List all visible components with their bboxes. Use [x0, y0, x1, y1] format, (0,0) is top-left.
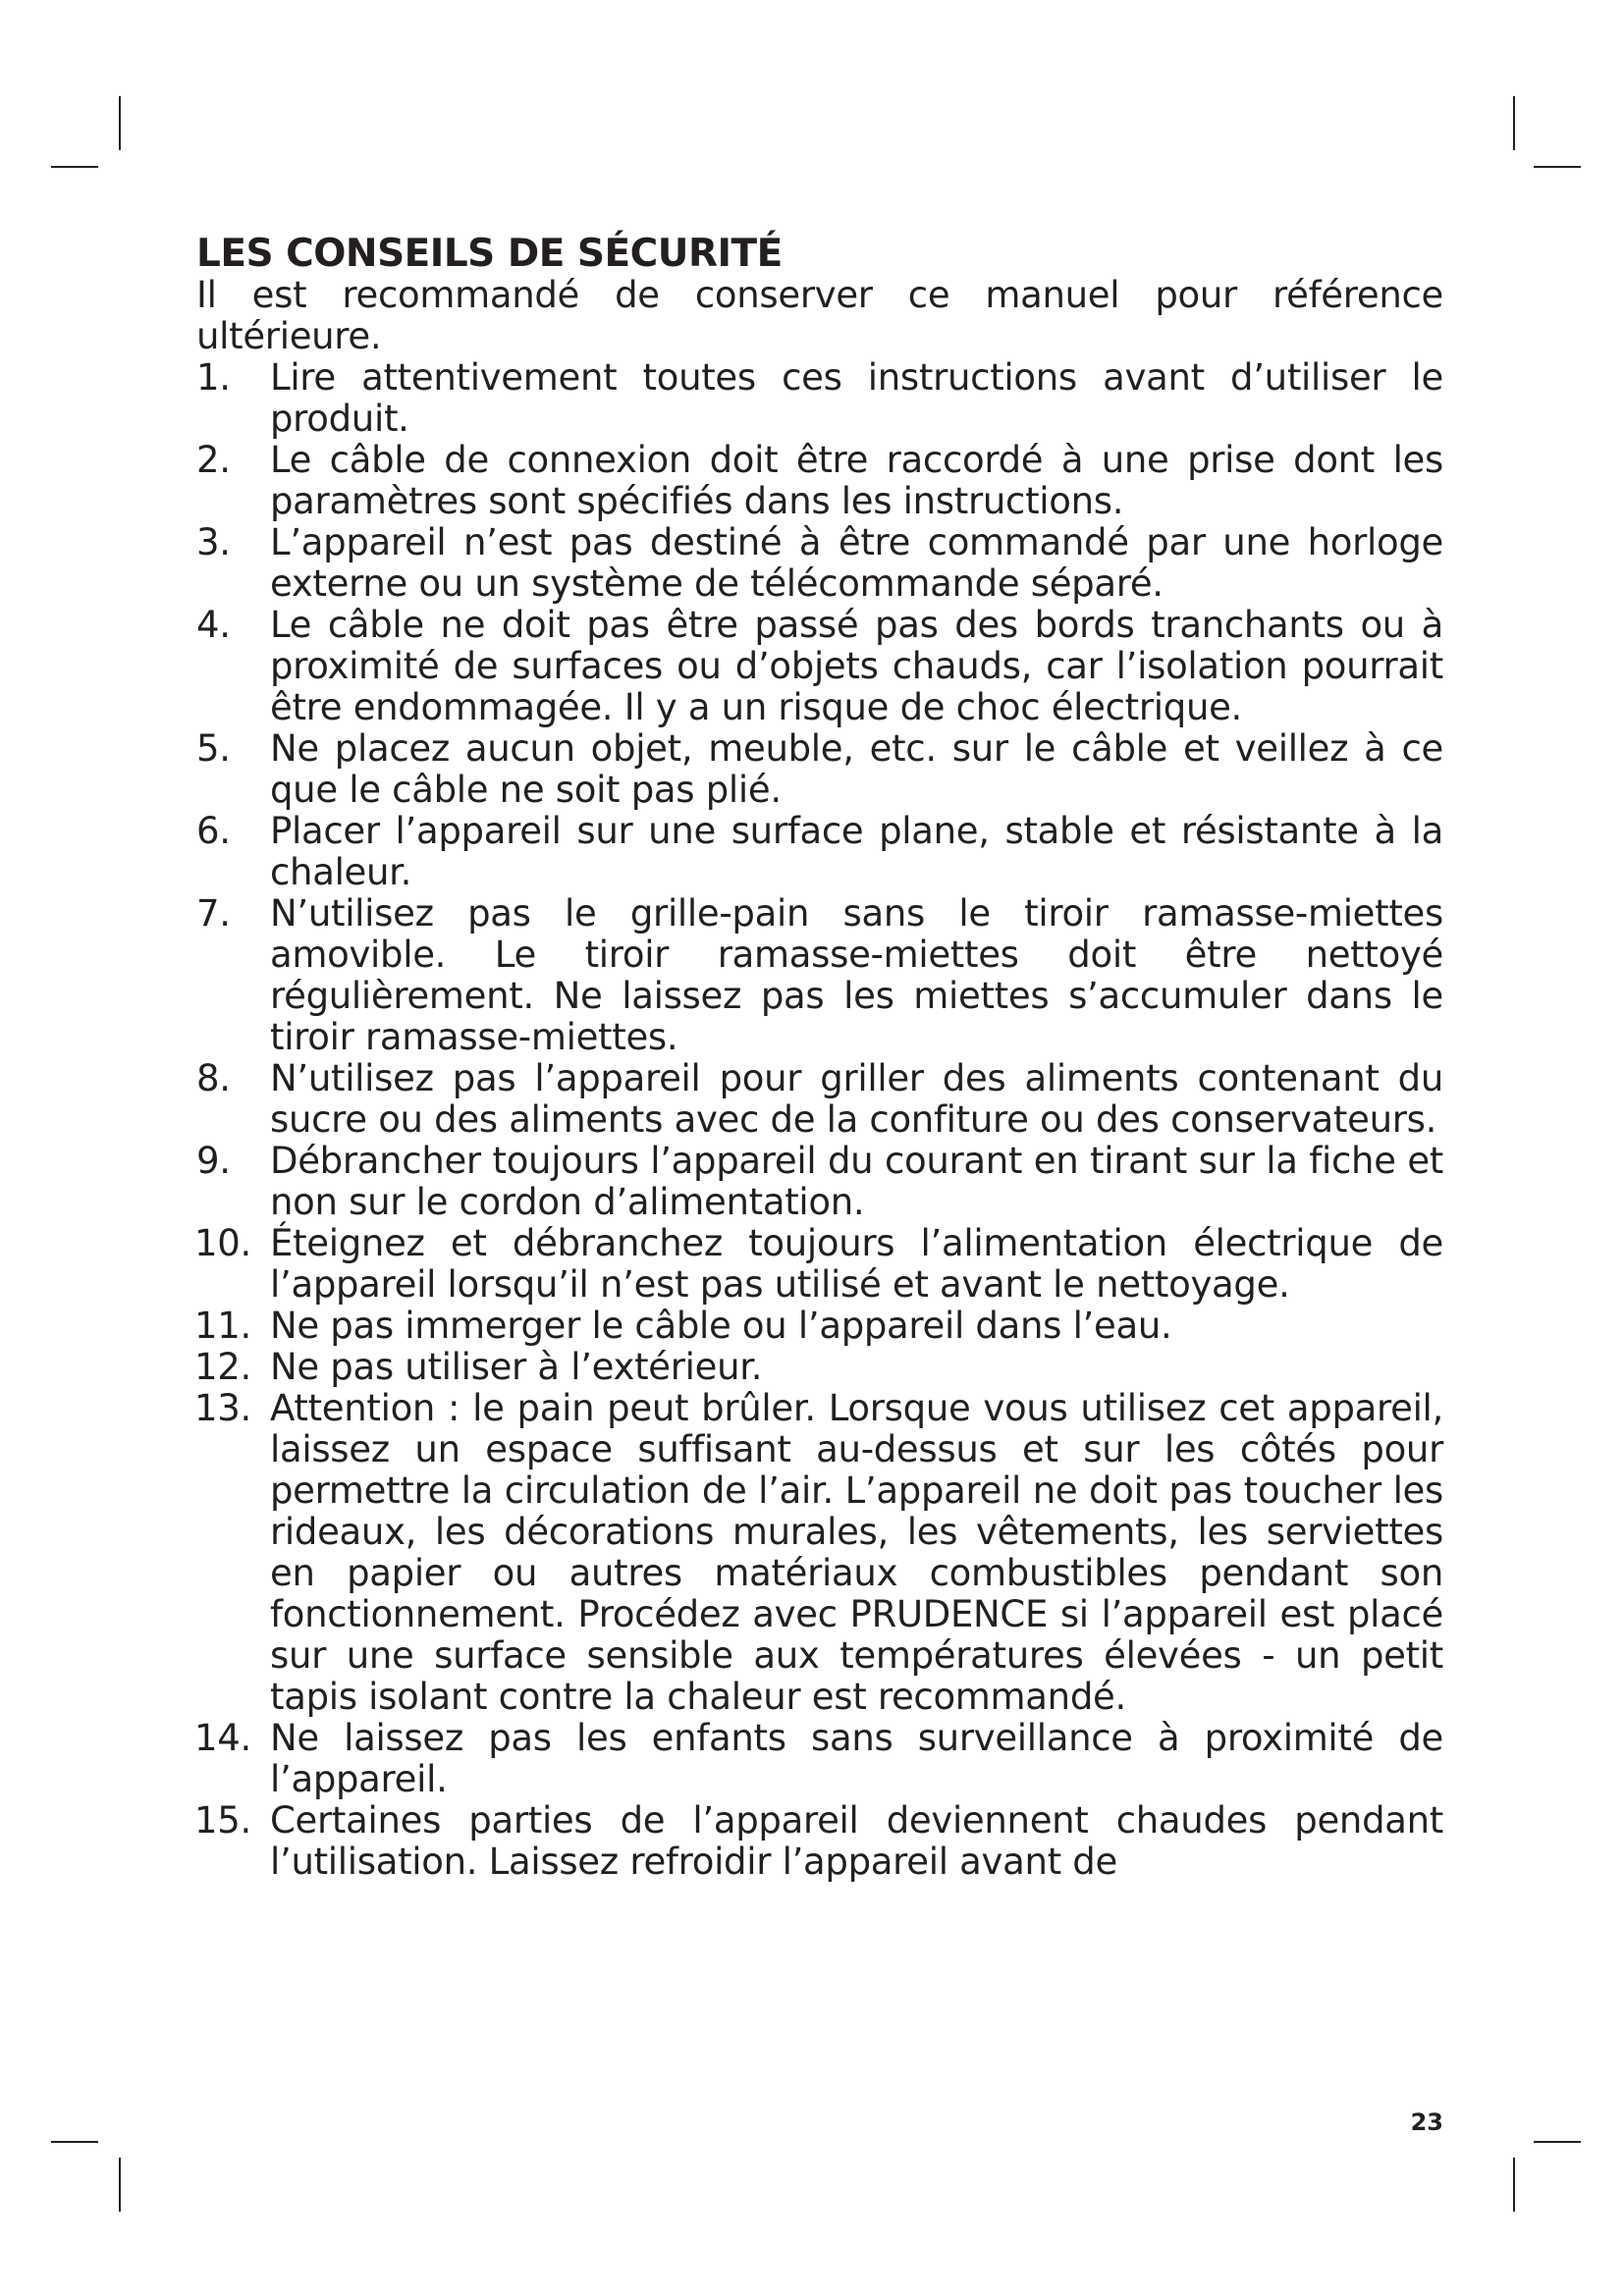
item-number: 13. [194, 1387, 251, 1429]
section-title: LES CONSEILS DE SÉCURITÉ [196, 232, 783, 276]
crop-mark-top-left-horizontal [51, 166, 98, 168]
list-item [196, 1347, 1443, 1388]
list-item [196, 1800, 1443, 1883]
item-text: Ne pas utiliser à l’extérieur. [270, 1346, 763, 1388]
item-number: 14. [194, 1717, 251, 1759]
list-item [196, 357, 1443, 440]
item-text: Placer l’appareil sur une surface plane, stable et résistante à la chaleur. [270, 810, 1443, 893]
item-text: N’utilisez pas le grille-pain sans le tiroir ramasse-miettes amovible. Le tiroir ramasse-miettes doit être nettoyé régulièrement. Ne laissez pas les miettes s’accumuler dans le tiroir ramasse-miettes. [270, 892, 1443, 1058]
item-number: 3. [196, 521, 231, 563]
item-text: Ne placez aucun objet, meuble, etc. sur le câble et veillez à ce que le câble ne soit pas plié. [270, 727, 1443, 811]
list-item [196, 811, 1443, 893]
item-number: 8. [196, 1057, 231, 1099]
list-item [196, 522, 1443, 605]
crop-mark-top-right-vertical [1513, 96, 1515, 150]
item-text: Certaines parties de l’appareil deviennent chaudes pendant l’utilisation. Laissez refroidir l’appareil avant de [270, 1799, 1443, 1883]
section-intro: Il est recommandé de conserver ce manuel pour référence ultérieure. [196, 274, 1443, 357]
item-number: 15. [194, 1799, 251, 1842]
list-item [196, 1058, 1443, 1141]
list-item [196, 440, 1443, 522]
list-item [196, 1718, 1443, 1800]
crop-mark-bottom-left-horizontal [51, 2141, 98, 2143]
item-number: 11. [194, 1305, 251, 1347]
item-text: Le câble de connexion doit être raccordé à une prise dont les paramètres sont spécifiés dans les instructions. [270, 439, 1443, 522]
list-item [196, 1223, 1443, 1306]
item-number: 7. [196, 892, 231, 934]
item-text: Ne laissez pas les enfants sans surveillance à proximité de l’appareil. [270, 1717, 1443, 1800]
item-number: 4. [196, 604, 231, 646]
item-text: Ne pas immerger le câble ou l’appareil dans l’eau. [270, 1305, 1172, 1347]
list-item [196, 728, 1443, 811]
item-text: N’utilisez pas l’appareil pour griller des aliments contenant du sucre ou des aliments avec de la confiture ou des conservateurs. [270, 1057, 1443, 1141]
safety-section [196, 234, 1443, 1883]
item-number: 6. [196, 810, 231, 852]
page-number: 23 [1410, 2109, 1443, 2136]
item-text: Attention : le pain peut brûler. Lorsque vous utilisez cet appareil, laissez un espace suffisant au-dessus et sur les côtés pour permettre la circulation de l’air. L’appareil ne doit pas toucher les rideaux, les décorations murales, les vêtements, les serviettes en papier ou autres matériaux combustibles pendant son fonctionnement. Procédez avec PRUDENCE si l’appareil est placé sur une surface sensible aux températures élevées - un petit tapis isolant contre la chaleur est recommandé. [270, 1387, 1443, 1718]
item-number: 9. [196, 1140, 231, 1182]
item-text: Éteignez et débranchez toujours l’alimentation électrique de l’appareil lorsqu’il n’est pas utilisé et avant le nettoyage. [270, 1222, 1443, 1306]
item-number: 2. [196, 439, 231, 481]
list-item [196, 893, 1443, 1058]
crop-mark-top-left-vertical [119, 96, 121, 150]
list-item [196, 1141, 1443, 1223]
item-text: Lire attentivement toutes ces instructions avant d’utiliser le produit. [270, 356, 1443, 440]
item-text: Débrancher toujours l’appareil du courant en tirant sur la fiche et non sur le cordon d’alimentation. [270, 1140, 1443, 1223]
crop-mark-bottom-right-vertical [1513, 2158, 1515, 2212]
item-number: 12. [194, 1346, 251, 1388]
list-item [196, 1306, 1443, 1347]
crop-mark-bottom-left-vertical [119, 2158, 121, 2212]
list-item [196, 1388, 1443, 1718]
crop-mark-bottom-right-horizontal [1534, 2141, 1581, 2143]
item-number: 10. [194, 1222, 251, 1264]
item-text: Le câble ne doit pas être passé pas des bords tranchants ou à proximité de surfaces ou d’objets chauds, car l’isolation pourrait être endommagée. Il y a un risque de choc électrique. [270, 604, 1443, 728]
item-text: L’appareil n’est pas destiné à être commandé par une horloge externe ou un système de télécommande séparé. [270, 521, 1443, 605]
list-item [196, 605, 1443, 728]
item-number: 1. [196, 356, 231, 399]
safety-list [196, 357, 1443, 1883]
item-number: 5. [196, 727, 231, 770]
crop-mark-top-right-horizontal [1534, 166, 1581, 168]
